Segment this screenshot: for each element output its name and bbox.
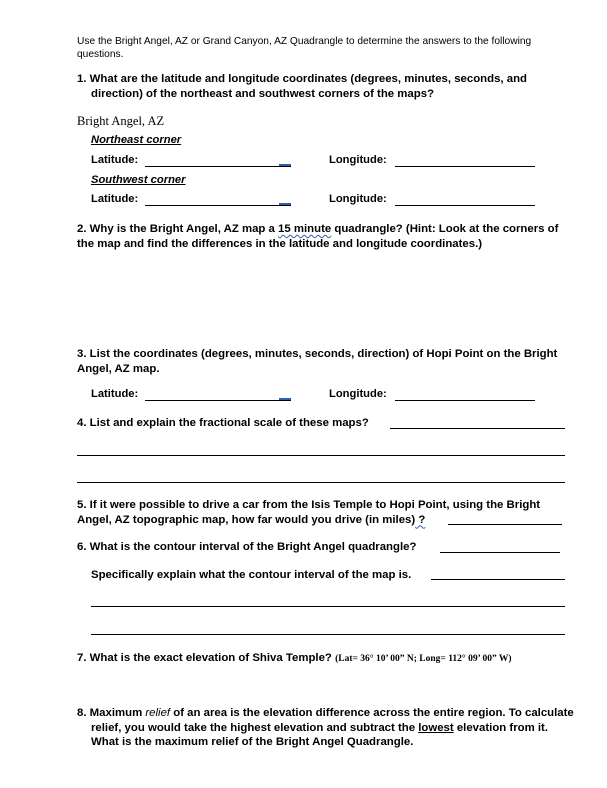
hopi-longitude-label: Longitude:	[329, 388, 387, 400]
q2-text-1: 2. Why is the Bright Angel, AZ map a	[77, 223, 279, 235]
q7-text: 7. What is the exact elevation of Shiva Temple?	[77, 652, 332, 664]
spell-mark	[279, 203, 291, 205]
q4-answer-line-2[interactable]	[77, 455, 565, 456]
question-6-sub: Specifically explain what the contour interval of the map is.	[91, 569, 412, 581]
q6-answer-line[interactable]	[440, 552, 560, 553]
question-7	[77, 651, 512, 667]
sw-longitude-answer-line[interactable]	[395, 205, 535, 206]
q5-answer-line[interactable]	[448, 524, 562, 525]
ne-latitude-answer-line[interactable]	[145, 166, 291, 167]
q6-sub-answer-line-1[interactable]	[431, 579, 565, 580]
q4-answer-line-3[interactable]	[77, 482, 565, 483]
ne-longitude-label: Longitude:	[329, 154, 387, 166]
question-6: 6. What is the contour interval of the Bright Angel quadrangle?	[77, 541, 417, 553]
q8-text-2: of an area is the elevation difference across the entire region. To calculate relief, you would take the highest elevation and subtract the	[91, 707, 574, 734]
q4-answer-line-1[interactable]	[390, 428, 565, 429]
hopi-longitude-answer-line[interactable]	[395, 400, 535, 401]
hopi-latitude-label: Latitude:	[91, 388, 139, 400]
q6-sub-answer-line-3[interactable]	[91, 634, 565, 635]
q5-text: 5. If it were possible to drive a car from the Isis Temple to Hopi Point, using the Bright Angel, AZ topographic map, how far would you drive (in miles)	[77, 499, 541, 526]
northeast-corner-label: Northeast corner	[91, 134, 182, 146]
q7-coordinates: (Lat= 36° 10’ 00” N; Long= 112° 09’ 00” W)	[335, 654, 512, 664]
question-1: 1. What are the latitude and longitude coordinates (degrees, minutes, seconds, and direction) of the northeast and southwest corners of the maps?	[77, 73, 528, 100]
ne-latitude-label: Latitude:	[91, 154, 139, 166]
sw-latitude-answer-line[interactable]	[145, 205, 291, 206]
question-8	[77, 706, 578, 750]
q5-qmark: ?	[415, 513, 426, 526]
q8-text-1: 8. Maximum	[77, 707, 146, 719]
question-2	[77, 222, 572, 251]
sw-longitude-label: Longitude:	[329, 193, 387, 205]
q8-text-3: elevation from it. What is the maximum relief of the Bright Angel Quadrangle.	[91, 721, 548, 748]
q8-lowest: lowest	[418, 721, 454, 734]
question-3: 3. List the coordinates (degrees, minutes, seconds, direction) of Hopi Point on the Bright Angel, AZ map.	[77, 348, 558, 375]
q2-highlight: 15 minute	[278, 223, 332, 235]
instructions: Use the Bright Angel, AZ or Grand Canyon, AZ Quadrangle to determine the answers to the following questions.	[77, 36, 532, 60]
spell-mark	[279, 398, 291, 400]
map-name: Bright Angel, AZ	[77, 114, 165, 128]
ne-longitude-answer-line[interactable]	[395, 166, 535, 167]
question-4: 4. List and explain the fractional scale of these maps?	[77, 417, 369, 429]
question-5	[77, 498, 572, 527]
southwest-corner-label: Southwest corner	[91, 174, 186, 186]
q6-sub-answer-line-2[interactable]	[91, 606, 565, 607]
sw-latitude-label: Latitude:	[91, 193, 139, 205]
hopi-latitude-answer-line[interactable]	[145, 400, 291, 401]
q2-text-2: quadrangle? (Hint: Look at the corners of the map and find the differences in the latitude and longitude coordinates.)	[77, 223, 559, 250]
spell-mark	[279, 164, 291, 166]
q8-relief: relief	[145, 707, 171, 719]
